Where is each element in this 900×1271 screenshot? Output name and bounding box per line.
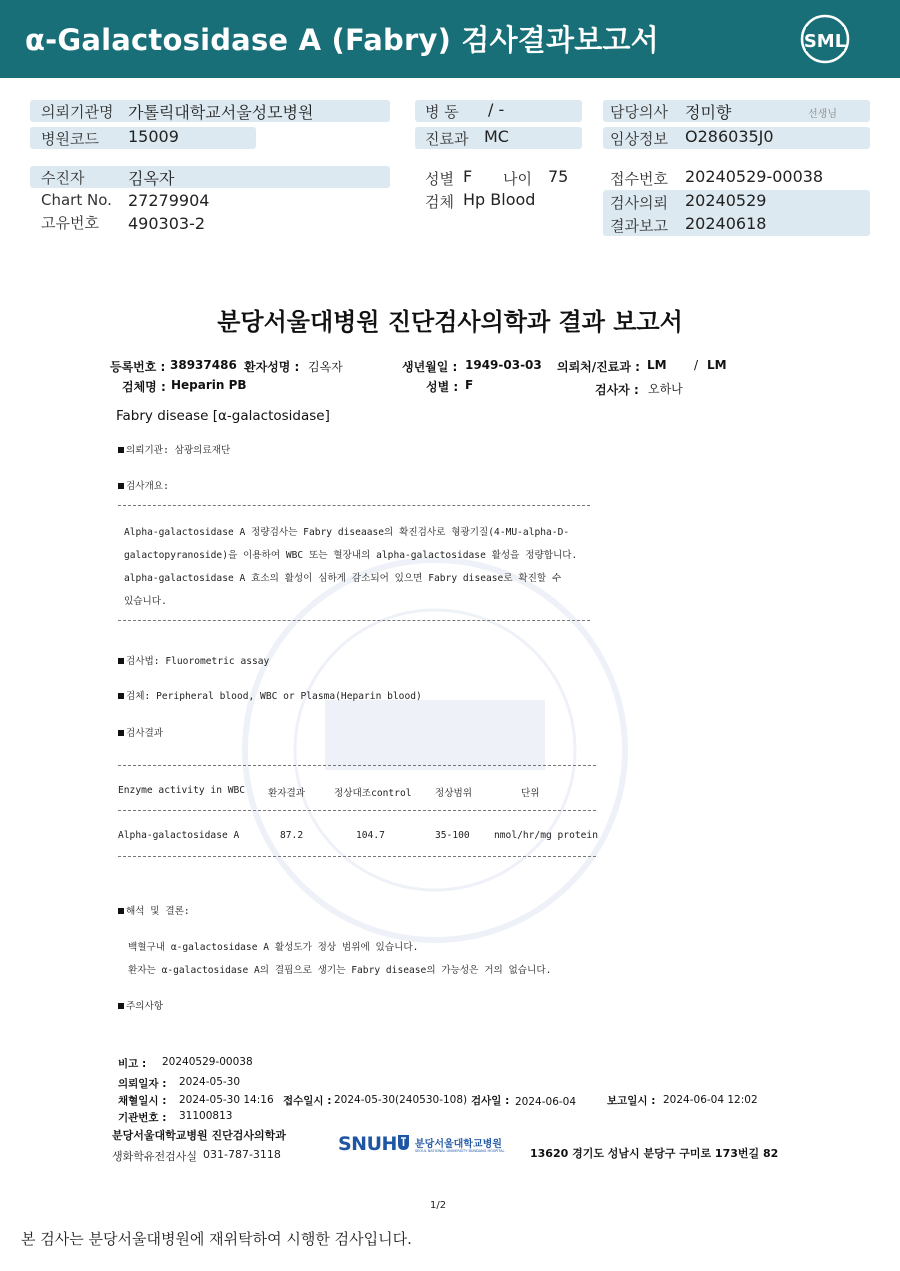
divider xyxy=(118,505,590,506)
section-bullet xyxy=(118,730,124,736)
unique-no-value: 490303-2 xyxy=(128,214,206,233)
section-overview-text: 검사개요: xyxy=(126,481,169,492)
section-bullet xyxy=(118,447,124,453)
report-header xyxy=(0,0,900,78)
table-header-patient: 환자결과 xyxy=(268,788,306,799)
hospital-code-label: 병원코드 xyxy=(41,130,99,148)
unique-no-label: 고유번호 xyxy=(41,214,99,232)
request-date-label: 검사의뢰 xyxy=(610,194,668,212)
report-title: 분당서울대병원 진단검사의학과 결과 보고서 xyxy=(217,308,683,336)
address: 13620 경기도 성남시 분당구 구미로 173번길 82 xyxy=(530,1147,779,1160)
tester-label: 검사자 : xyxy=(595,383,639,397)
specimen-value: Hp Blood xyxy=(463,190,536,209)
receipt-time-value: 2024-05-30(240530-108) xyxy=(334,1094,468,1106)
receipt-time-label: 접수일시 : xyxy=(283,1095,332,1107)
overview-line: galactopyranoside)을 이용하여 WBC 또는 혈장내의 alpha-galactosidase 활성을 정량합니다. xyxy=(124,550,578,561)
report-date-value: 20240618 xyxy=(685,214,767,233)
report-time-value: 2024-06-04 12:02 xyxy=(663,1094,758,1106)
snuh-watermark-seal xyxy=(235,550,635,950)
doctor-value: 정미향 xyxy=(685,103,732,122)
table-header-unit: 단위 xyxy=(521,788,540,799)
patient-label: 수진자 xyxy=(41,169,85,187)
chart-label: Chart No. xyxy=(41,191,112,209)
institution-label: 의뢰기관명 xyxy=(41,103,114,121)
overview-line: 있습니다. xyxy=(124,596,167,607)
section-bullet xyxy=(118,908,124,914)
interpretation-line: 환자는 α-galactosidase A의 결핍으로 생기는 Fabry disease의 가능성은 거의 없습니다. xyxy=(128,965,552,976)
referral-separator: / xyxy=(694,358,699,372)
request-date-value: 20240529 xyxy=(685,191,767,210)
reg-value: 38937486 xyxy=(170,358,237,372)
sml-logo xyxy=(798,12,852,66)
sml-logo-text: SML xyxy=(803,31,847,52)
hospital-code-value: 15009 xyxy=(128,127,179,146)
dept-name: 분당서울대학교병원 진단검사의학과 xyxy=(112,1129,286,1142)
page-number: 1/2 xyxy=(430,1200,447,1211)
report-sex-value: F xyxy=(465,378,474,392)
patient-name-value: 김옥자 xyxy=(308,360,343,374)
inst-no-label: 기관번호 : xyxy=(118,1112,167,1124)
doctor-suffix: 선생님 xyxy=(808,109,837,120)
specimen-name-value: Heparin PB xyxy=(171,378,247,392)
inst-no-value: 31100813 xyxy=(179,1110,233,1122)
table-header-range: 정상범위 xyxy=(435,788,473,799)
collect-label: 채혈일시 : xyxy=(118,1095,167,1107)
reg-label: 등록번호 : xyxy=(110,360,166,374)
section-bullet xyxy=(118,693,124,699)
referral-value-2: LM xyxy=(707,358,727,372)
report-date-label: 결과보고 xyxy=(610,217,668,235)
section-interpretation xyxy=(118,903,190,917)
note-label: 비고 : xyxy=(118,1058,147,1070)
age-label: 나이 xyxy=(503,170,532,188)
dept-value: MC xyxy=(484,127,509,146)
section-specimen xyxy=(118,688,422,702)
divider xyxy=(118,620,590,621)
specimen-name-label: 검체명 : xyxy=(122,380,166,394)
section-bullet xyxy=(118,1003,124,1009)
table-cell-patient-result: 87.2 xyxy=(280,830,304,841)
report-time-label: 보고일시 : xyxy=(607,1095,656,1107)
test-date-label: 검사일 : xyxy=(471,1095,510,1107)
note-value: 20240529-00038 xyxy=(162,1056,253,1068)
snuh-emblem-icon xyxy=(397,1134,410,1151)
section-method xyxy=(118,653,269,667)
collect-value: 2024-05-30 14:16 xyxy=(179,1094,274,1106)
section-notes xyxy=(118,998,163,1012)
patient-name-label: 환자성명 : xyxy=(244,360,300,374)
table-cell-analyte: Alpha-galactosidase A xyxy=(118,830,240,841)
section-notes-text: 주의사항 xyxy=(126,1001,164,1012)
dob-value: 1949-03-03 xyxy=(465,358,542,372)
table-top-divider xyxy=(118,765,596,766)
section-bullet xyxy=(118,483,124,489)
sex-label: 성별 xyxy=(425,170,454,188)
section-institution-text: 의뢰기관: 삼광의료재단 xyxy=(126,445,231,456)
sex-value: F xyxy=(463,167,473,186)
section-result-text: 검사결과 xyxy=(126,728,164,739)
dept-label: 진료과 xyxy=(425,130,469,148)
section-overview xyxy=(118,478,169,492)
table-header-control: 정상대조control xyxy=(334,788,412,799)
section-interpretation-text: 해석 및 결론: xyxy=(126,906,190,917)
clinical-label: 임상정보 xyxy=(610,130,668,148)
table-bottom-divider xyxy=(118,856,596,857)
test-date-value: 2024-06-04 xyxy=(515,1096,577,1108)
overview-line: alpha-galactosidase A 효소의 활성이 심하게 감소되어 있으면 Fabry disease로 확진할 수 xyxy=(124,573,562,584)
table-cell-unit: nmol/hr/mg protein xyxy=(494,830,598,841)
section-specimen-text: 검체: Peripheral blood, WBC or Plasma(Heparin blood) xyxy=(126,691,422,702)
table-header-enzyme: Enzyme activity in WBC xyxy=(118,785,246,796)
snuh-sub: SEOUL NATIONAL UNIVERSITY BUNDANG HOSPITAL xyxy=(415,1149,505,1153)
institution-value: 가톨릭대학교서울성모병원 xyxy=(128,103,314,122)
bottom-note: 본 검사는 분당서울대병원에 재위탁하여 시행한 검사입니다. xyxy=(21,1230,412,1248)
lab-name: 생화학유전검사실 xyxy=(112,1150,198,1163)
age-value: 75 xyxy=(548,167,569,186)
patient-value: 김옥자 xyxy=(128,169,175,188)
snuh-logo-text: SNUH xyxy=(338,1133,397,1155)
referral-label: 의뢰처/진료과 : xyxy=(557,360,640,374)
overview-line: Alpha-galactosidase A 정량검사는 Fabry diseaase의 확진검사로 형광기질(4-MU-alpha-D- xyxy=(124,527,570,538)
request-date-label-2: 의뢰일자 : xyxy=(118,1078,167,1090)
report-sex-label: 성별 : xyxy=(426,380,459,394)
clinical-value: O286035J0 xyxy=(685,127,774,146)
doctor-label: 담당의사 xyxy=(610,103,668,121)
specimen-label: 검체 xyxy=(425,193,454,211)
section-method-text: 검사법: Fluorometric assay xyxy=(126,656,270,667)
table-cell-range: 35-100 xyxy=(435,830,470,841)
table-mid-divider xyxy=(118,810,596,811)
table-cell-control: 104.7 xyxy=(356,830,385,841)
snuh-name: 분당서울대학교병원 xyxy=(415,1139,502,1150)
ward-label: 병 동 xyxy=(425,103,459,121)
report-header-title: α-Galactosidase A (Fabry) 검사결과보고서 xyxy=(25,23,659,57)
section-bullet xyxy=(118,658,124,664)
lab-phone: 031-787-3118 xyxy=(203,1148,281,1161)
section-institution xyxy=(118,442,230,456)
receipt-value: 20240529-00038 xyxy=(685,167,824,186)
ward-value: / - xyxy=(488,100,505,119)
chart-value: 27279904 xyxy=(128,191,210,210)
receipt-label: 접수번호 xyxy=(610,170,668,188)
tester-value: 오하나 xyxy=(648,382,683,396)
interpretation-line: 백혈구내 α-galactosidase A 활성도가 정상 범위에 있습니다. xyxy=(128,942,419,953)
referral-value: LM xyxy=(647,358,667,372)
test-name: Fabry disease [α-galactosidase] xyxy=(116,408,330,424)
dob-label: 생년월일 : xyxy=(402,360,458,374)
section-result xyxy=(118,725,163,739)
request-date-value-2: 2024-05-30 xyxy=(179,1076,241,1088)
